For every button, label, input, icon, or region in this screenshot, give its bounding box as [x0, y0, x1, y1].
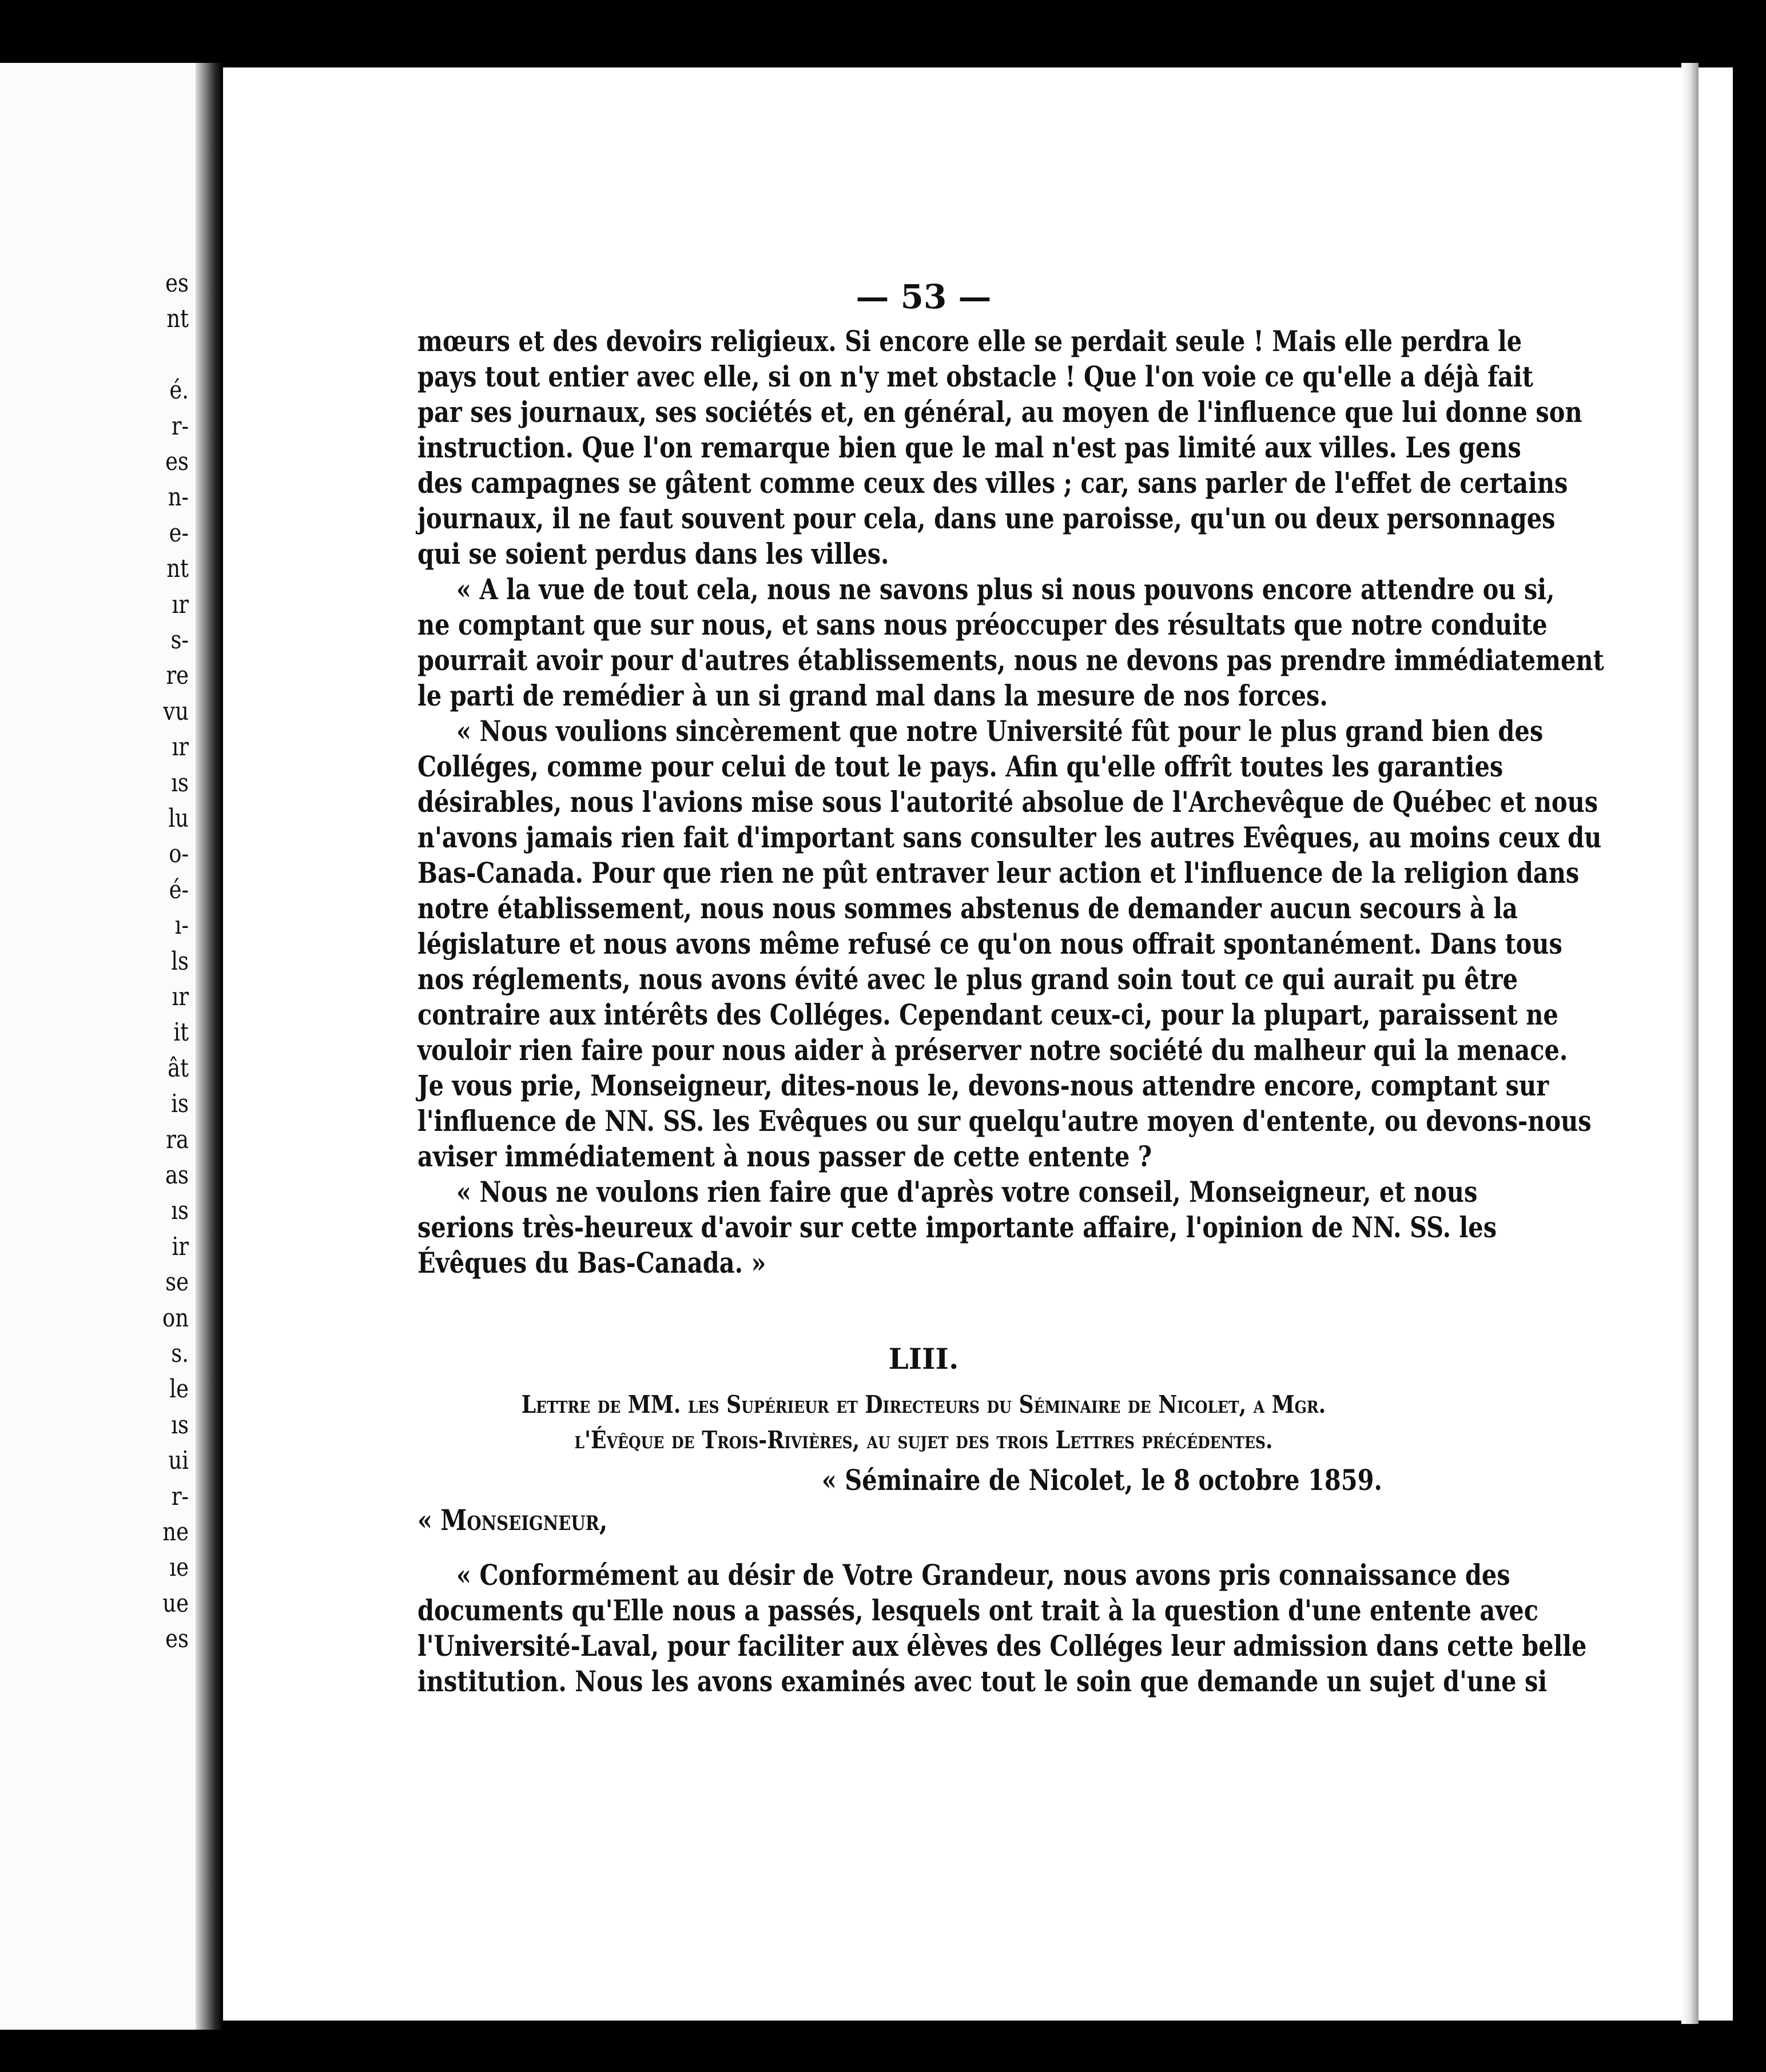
text-line: Bas-Canada. Pour que rien ne pût entraver leur action et l'influence de la religion dans [417, 856, 1580, 890]
text-line: l'influence de NN. SS. les Evêques ou sur quelqu'autre moyen d'entente, ou devons-nous [417, 1104, 1592, 1138]
previous-page-fragment: ra [166, 1125, 189, 1154]
previous-page-fragment: es [165, 447, 189, 476]
paragraph [417, 714, 1602, 1174]
previous-page-fragment: ls [171, 946, 189, 976]
paragraph [417, 1557, 1587, 1699]
paragraph [417, 324, 1582, 572]
page-body [417, 324, 1604, 1699]
text-line: Colléges, comme pour celui de tout le pays. Afin qu'elle offrît toutes les garanties [417, 750, 1504, 783]
section-number: LIII. [888, 1342, 959, 1376]
previous-page-fragment: é. [169, 376, 189, 405]
text-line: vouloir rien faire pour nous aider à préserver notre société du malheur qui la menace. [417, 1033, 1568, 1067]
previous-page-fragment: ıs [171, 768, 189, 798]
text-line: serions très-heureux d'avoir sur cette importante affaire, l'opinion de NN. SS. les [417, 1210, 1497, 1244]
previous-page-fragment: ıs [171, 1410, 189, 1440]
previous-page-fragment: as [165, 1161, 189, 1190]
previous-page-fragment: ır [172, 732, 189, 762]
text-line: n'avons jamais rien fait d'important sans consulter les autres Evêques, au moins ceux du [417, 820, 1602, 854]
previous-page-fragment: ır [172, 982, 189, 1011]
text-line: instruction. Que l'on remarque bien que le mal n'est pas limité aux villes. Les gens [417, 431, 1521, 464]
text-line: « Nous ne voulons rien faire que d'après votre conseil, Monseigneur, et nous [456, 1175, 1478, 1209]
dateline: « Séminaire de Nicolet, le 8 octobre 1859. [821, 1463, 1382, 1497]
previous-page-fragment: ui [168, 1446, 189, 1476]
page-number: — 53 — [856, 277, 992, 316]
previous-page-fragment: o- [169, 839, 189, 869]
text-line: contraire aux intérêts des Colléges. Cependant ceux-ci, pour la plupart, paraissent ne [417, 998, 1558, 1031]
section-title-line: Lettre de MM. les Supérieur et Directeurs du Séminaire de Nicolet, a Mgr. [521, 1390, 1326, 1418]
previous-page-fragment: r- [171, 1481, 189, 1511]
previous-page-fragment: le [169, 1374, 189, 1404]
previous-page-fragment: é- [169, 875, 189, 904]
text-line: pays tout entier avec elle, si on n'y met obstacle ! Que l'on voie ce qu'elle a déjà fait [417, 360, 1533, 393]
previous-page-fragment: vu [163, 696, 189, 726]
text-line: notre établissement, nous nous sommes abstenus de demander aucun secours à la [417, 891, 1518, 925]
text-line: législature et nous avons même refusé ce qu'on nous offrait spontanément. Dans tous [417, 927, 1562, 961]
previous-page-fragment: ı- [174, 911, 189, 941]
paragraph [417, 1174, 1497, 1281]
text-line: le parti de remédier à un si grand mal dans la mesure de nos forces. [417, 679, 1328, 712]
text-line: Évêques du Bas-Canada. » [417, 1246, 766, 1280]
text-line: « Conformément au désir de Votre Grandeur, nous avons pris connaissance des [456, 1558, 1510, 1592]
previous-page-fragment: re [166, 661, 189, 691]
text-line: l'Université-Laval, pour faciliter aux élèves des Colléges leur admission dans cette belle [417, 1629, 1587, 1663]
previous-page-fragment: ue [162, 1588, 189, 1618]
text-line: qui se soient perdus dans les villes. [417, 537, 889, 571]
previous-page-fragment: on [162, 1303, 189, 1333]
previous-page [0, 63, 201, 2030]
previous-page-fragment: lu [168, 804, 189, 833]
previous-page-fragment: n- [168, 483, 189, 512]
text-line: pourrait avoir pour d'autres établissements, nous ne devons pas prendre immédiatement [417, 643, 1604, 677]
text-line: des campagnes se gâtent comme ceux des villes ; car, sans parler de l'effet de certains [417, 466, 1568, 500]
page-edge [1681, 63, 1699, 2024]
salutation: « Monseigneur, [417, 1503, 608, 1537]
text-line: par ses journaux, ses sociétés et, en général, au moyen de l'influence que lui donne son [417, 395, 1582, 429]
text-line: ne comptant que sur nous, et sans nous préoccuper des résultats que notre conduite [417, 608, 1548, 641]
section-title-line: l'Évêque de Trois-Rivières, au sujet des trois Lettres précédentes. [574, 1426, 1273, 1454]
previous-page-fragment: se [165, 1268, 189, 1297]
text-line: journaux, il ne faut souvent pour cela, dans une paroisse, qu'un ou deux personnages [417, 501, 1556, 535]
text-line: institution. Nous les avons examinés avec tout le soin que demande un sujet d'une si [417, 1664, 1548, 1698]
section-title [488, 1387, 1359, 1458]
book-gutter [196, 63, 223, 2030]
previous-page-fragment: nt [166, 554, 189, 584]
text-line: désirables, nous l'avions mise sous l'autorité absolue de l'Archevêque de Québec et nous [417, 785, 1598, 819]
previous-page-fragment: es [165, 269, 189, 298]
previous-page-fragment: r- [171, 411, 189, 441]
text-line: « Nous voulions sincèrement que notre Université fût pour le plus grand bien des [456, 714, 1544, 748]
paragraph [417, 572, 1604, 714]
previous-page-fragment: s. [171, 1339, 189, 1368]
text-line: mœurs et des devoirs religieux. Si encore elle se perdait seule ! Mais elle perdra le [417, 324, 1522, 358]
text-line: Je vous prie, Monseigneur, dites-nous le, devons-nous attendre encore, comptant sur [417, 1069, 1549, 1102]
previous-page-fragment: nt [166, 304, 189, 334]
text-line: aviser immédiatement à nous passer de cette entente ? [417, 1139, 1152, 1173]
previous-page-fragment: it [173, 1018, 189, 1047]
text-line: nos réglements, nous avons évité avec le plus grand soin tout ce qui aurait pu être [417, 962, 1518, 996]
previous-page-fragment: ır [172, 589, 189, 619]
text-line: « A la vue de tout cela, nous ne savons plus si nous pouvons encore attendre ou si, [456, 572, 1555, 606]
previous-page-fragment: ne [162, 1517, 189, 1547]
previous-page-fragment: ât [168, 1053, 189, 1083]
previous-page-fragment: ıe [169, 1553, 189, 1583]
text-line: documents qu'Elle nous a passés, lesquels ont trait à la question d'une entente avec [417, 1593, 1539, 1627]
previous-page-fragment: is [171, 1089, 189, 1119]
previous-page-fragment: es [165, 1624, 189, 1654]
previous-page-fragment: e- [169, 518, 189, 548]
previous-page-fragment: s- [170, 625, 189, 655]
previous-page-fragment: ıs [171, 1196, 189, 1226]
previous-page-fragment: ir [172, 1232, 189, 1261]
